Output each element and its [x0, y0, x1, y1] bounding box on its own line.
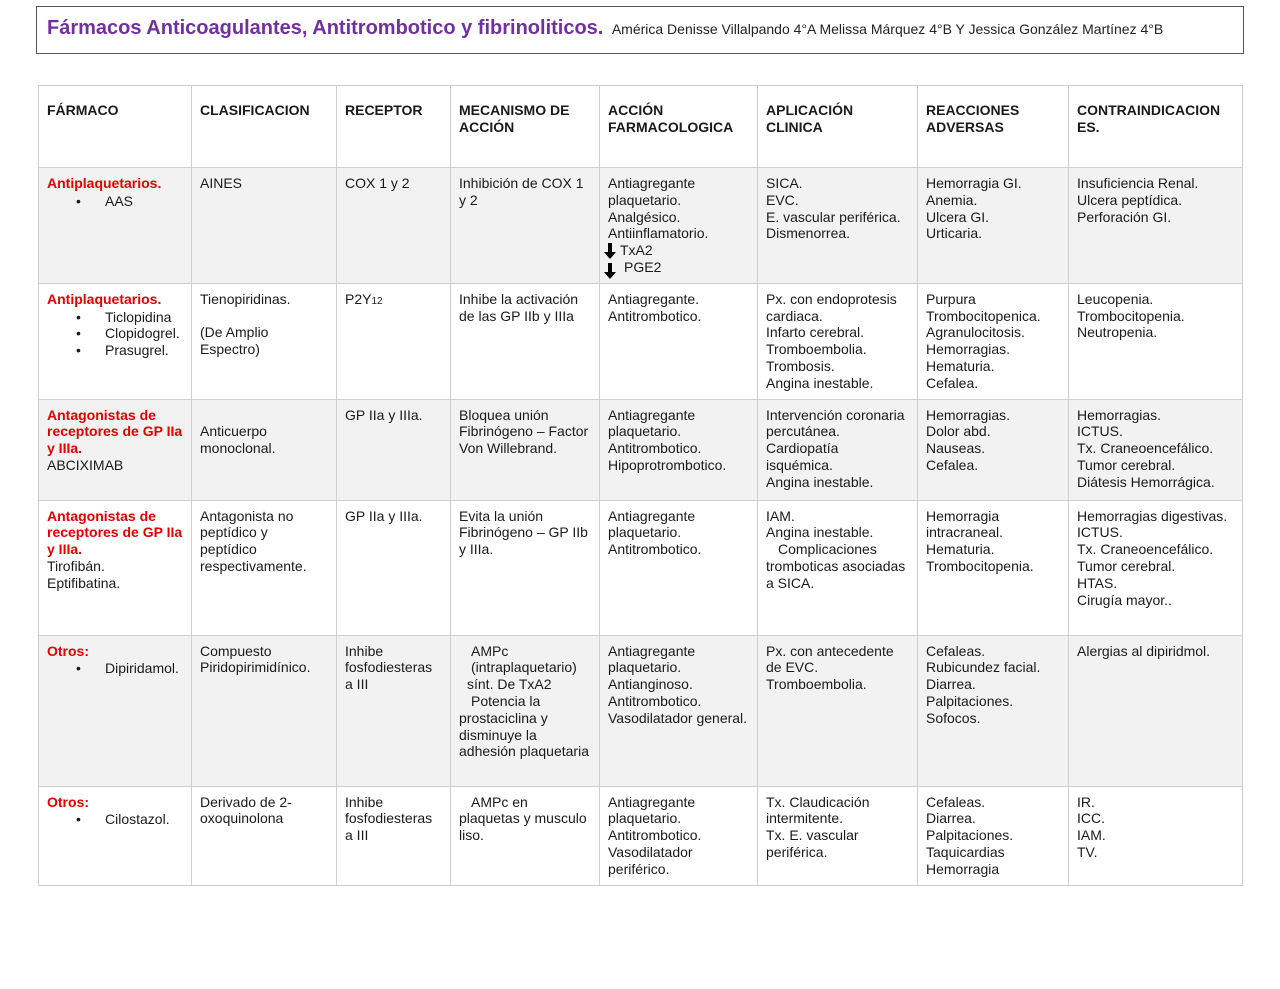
- cell-farmaco: [39, 283, 192, 399]
- cell-reacciones: Cefaleas. Diarrea. Palpitaciones. Taquicardias Hemorragia: [918, 786, 1069, 885]
- cell-mecanismo: Evita la unión Fibrinógeno – GP IIb y IIIa.: [451, 500, 600, 635]
- cell-contraindicaciones: Insuficiencia Renal. Ulcera peptídica. Perforación GI.: [1069, 168, 1243, 284]
- cell-contraindicaciones: Hemorragias digestivas. ICTUS. Tx. Craneoencefálico. Tumor cerebral. HTAS. Cirugía mayor..: [1069, 500, 1243, 635]
- cell-mecanismo: AMPc (intraplaquetario) sínt. De TxA2 Potencia la prostaciclina y disminuye la adhesión plaquetaria: [451, 635, 600, 786]
- table-row: [39, 168, 1243, 284]
- drug-item: • Prasugrel.: [47, 342, 183, 359]
- cell-mecanismo: Inhibe la activación de las GP IIb y IIIa: [451, 283, 600, 399]
- cell-aplicacion: Tx. Claudicación intermitente. Tx. E. vascular periférica.: [758, 786, 918, 885]
- table-row: [39, 635, 1243, 786]
- cell-farmaco: [39, 635, 192, 786]
- cell-accion: Antiagregante. Antitrombotico.: [600, 283, 758, 399]
- cell-receptor: COX 1 y 2: [337, 168, 451, 284]
- cell-accion: Antiagregante plaquetario. Analgésico. Antiinflamatorio. TxA2 PGE2: [600, 168, 758, 284]
- drug-category: Otros:: [47, 642, 89, 659]
- drug-table: [38, 85, 1243, 886]
- drug-name: ABCIXIMAB: [47, 456, 124, 473]
- drug-category: Antagonistas de receptores de GP IIa y IIIa.: [47, 406, 183, 457]
- cell-accion: Antiagregante plaquetario. Antianginoso. Antitrombotico. Vasodilatador general.: [600, 635, 758, 786]
- table-row: [39, 399, 1243, 500]
- cell-aplicacion: SICA. EVC. E. vascular periférica. Dismenorrea.: [758, 168, 918, 284]
- cell-farmaco: [39, 399, 192, 500]
- cell-farmaco: [39, 786, 192, 885]
- column-header: APLICACIÓN CLINICA: [758, 86, 918, 168]
- cell-receptor: Inhibe fosfodiesteras a III: [337, 786, 451, 885]
- cell-contraindicaciones: Alergias al dipiridmol.: [1069, 635, 1243, 786]
- drug-item: • AAS: [47, 193, 183, 210]
- cell-aplicacion: Px. con antecedente de EVC. Tromboembolia.: [758, 635, 918, 786]
- column-header: CLASIFICACION: [192, 86, 337, 168]
- cell-clasificacion: Tienopiridinas. (De Amplio Espectro): [192, 283, 337, 399]
- drug-category: Otros:: [47, 793, 89, 810]
- cell-receptor: GP IIa y IIIa.: [337, 399, 451, 500]
- drug-category: Antiplaquetarios.: [47, 290, 162, 307]
- cell-accion: Antiagregante plaquetario. Antitrombotico. Hipoprotrombotico.: [600, 399, 758, 500]
- column-header: FÁRMACO: [39, 86, 192, 168]
- cell-clasificacion: Derivado de 2-oxoquinolona: [192, 786, 337, 885]
- column-header: REACCIONES ADVERSAS: [918, 86, 1069, 168]
- cell-reacciones: Hemorragia intracraneal. Hematuria. Trombocitopenia.: [918, 500, 1069, 635]
- cell-aplicacion: IAM. Angina inestable. Complicaciones tromboticas asociadas a SICA.: [758, 500, 918, 635]
- drug-item: • Dipiridamol.: [47, 660, 183, 677]
- cell-aplicacion: Px. con endoprotesis cardiaca. Infarto cerebral. Tromboembolia. Trombosis. Angina inestable.: [758, 283, 918, 399]
- cell-mecanismo: Inhibición de COX 1 y 2: [451, 168, 600, 284]
- cell-receptor: P2Y12: [337, 283, 451, 399]
- drug-item: • Cilostazol.: [47, 811, 183, 828]
- cell-contraindicaciones: IR. ICC. IAM. TV.: [1069, 786, 1243, 885]
- column-header: CONTRAINDICACION ES.: [1069, 86, 1243, 168]
- cell-receptor: Inhibe fosfodiesteras a III: [337, 635, 451, 786]
- cell-aplicacion: Intervención coronaria percutánea. Cardiopatía isquémica. Angina inestable.: [758, 399, 918, 500]
- cell-contraindicaciones: Leucopenia. Trombocitopenia. Neutropenia.: [1069, 283, 1243, 399]
- drug-category: Antiplaquetarios.: [47, 175, 162, 191]
- cell-reacciones: Hemorragia GI. Anemia. Ulcera GI. Urticaria.: [918, 168, 1069, 284]
- table-row: [39, 283, 1243, 399]
- cell-mecanismo: Bloquea unión Fibrinógeno – Factor Von Willebrand.: [451, 399, 600, 500]
- drug-category: Antagonistas de receptores de GP IIa y IIIa.: [47, 507, 183, 558]
- down-arrow-icon: [604, 243, 616, 259]
- cell-farmaco: [39, 500, 192, 635]
- drug-name: Tirofibán.: [47, 557, 105, 574]
- title-box: [36, 6, 1244, 54]
- cell-clasificacion: Anticuerpo monoclonal.: [192, 399, 337, 500]
- column-header: ACCIÓN FARMACOLOGICA: [600, 86, 758, 168]
- cell-receptor: GP IIa y IIIa.: [337, 500, 451, 635]
- table-row: [39, 500, 1243, 635]
- cell-reacciones: Cefaleas. Rubicundez facial. Diarrea. Palpitaciones. Sofocos.: [918, 635, 1069, 786]
- drug-item: • Ticlopidina: [47, 309, 183, 326]
- column-header: MECANISMO DE ACCIÓN: [451, 86, 600, 168]
- cell-reacciones: Purpura Trombocitopenica. Agranulocitosis. Hemorragias. Hematuria. Cefalea.: [918, 283, 1069, 399]
- down-arrow-icon: [604, 263, 616, 279]
- cell-contraindicaciones: Hemorragias. ICTUS. Tx. Craneoencefálico. Tumor cerebral. Diátesis Hemorrágica.: [1069, 399, 1243, 500]
- drug-name: Eptifibatina.: [47, 574, 121, 591]
- column-header: RECEPTOR: [337, 86, 451, 168]
- cell-farmaco: [39, 168, 192, 284]
- cell-clasificacion: Antagonista no peptídico y peptídico respectivamente.: [192, 500, 337, 635]
- cell-reacciones: Hemorragias. Dolor abd. Nauseas. Cefalea.: [918, 399, 1069, 500]
- document-title: Fármacos Anticoagulantes, Antitrombotico y fibrinoliticos.: [47, 17, 604, 39]
- table-row: [39, 786, 1243, 885]
- drug-item: • Clopidogrel.: [47, 325, 183, 342]
- cell-mecanismo: AMPc en plaquetas y musculo liso.: [451, 786, 600, 885]
- cell-accion: Antiagregante plaquetario. Antitrombotico.: [600, 500, 758, 635]
- cell-accion: Antiagregante plaquetario. Antitrombotico. Vasodilatador periférico.: [600, 786, 758, 885]
- cell-clasificacion: AINES: [192, 168, 337, 284]
- document-authors: América Denisse Villalpando 4°A Melissa Márquez 4°B Y Jessica González Martínez 4°B: [611, 21, 1164, 37]
- cell-clasificacion: Compuesto Piridopirimidínico.: [192, 635, 337, 786]
- table-header-row: [39, 86, 1243, 168]
